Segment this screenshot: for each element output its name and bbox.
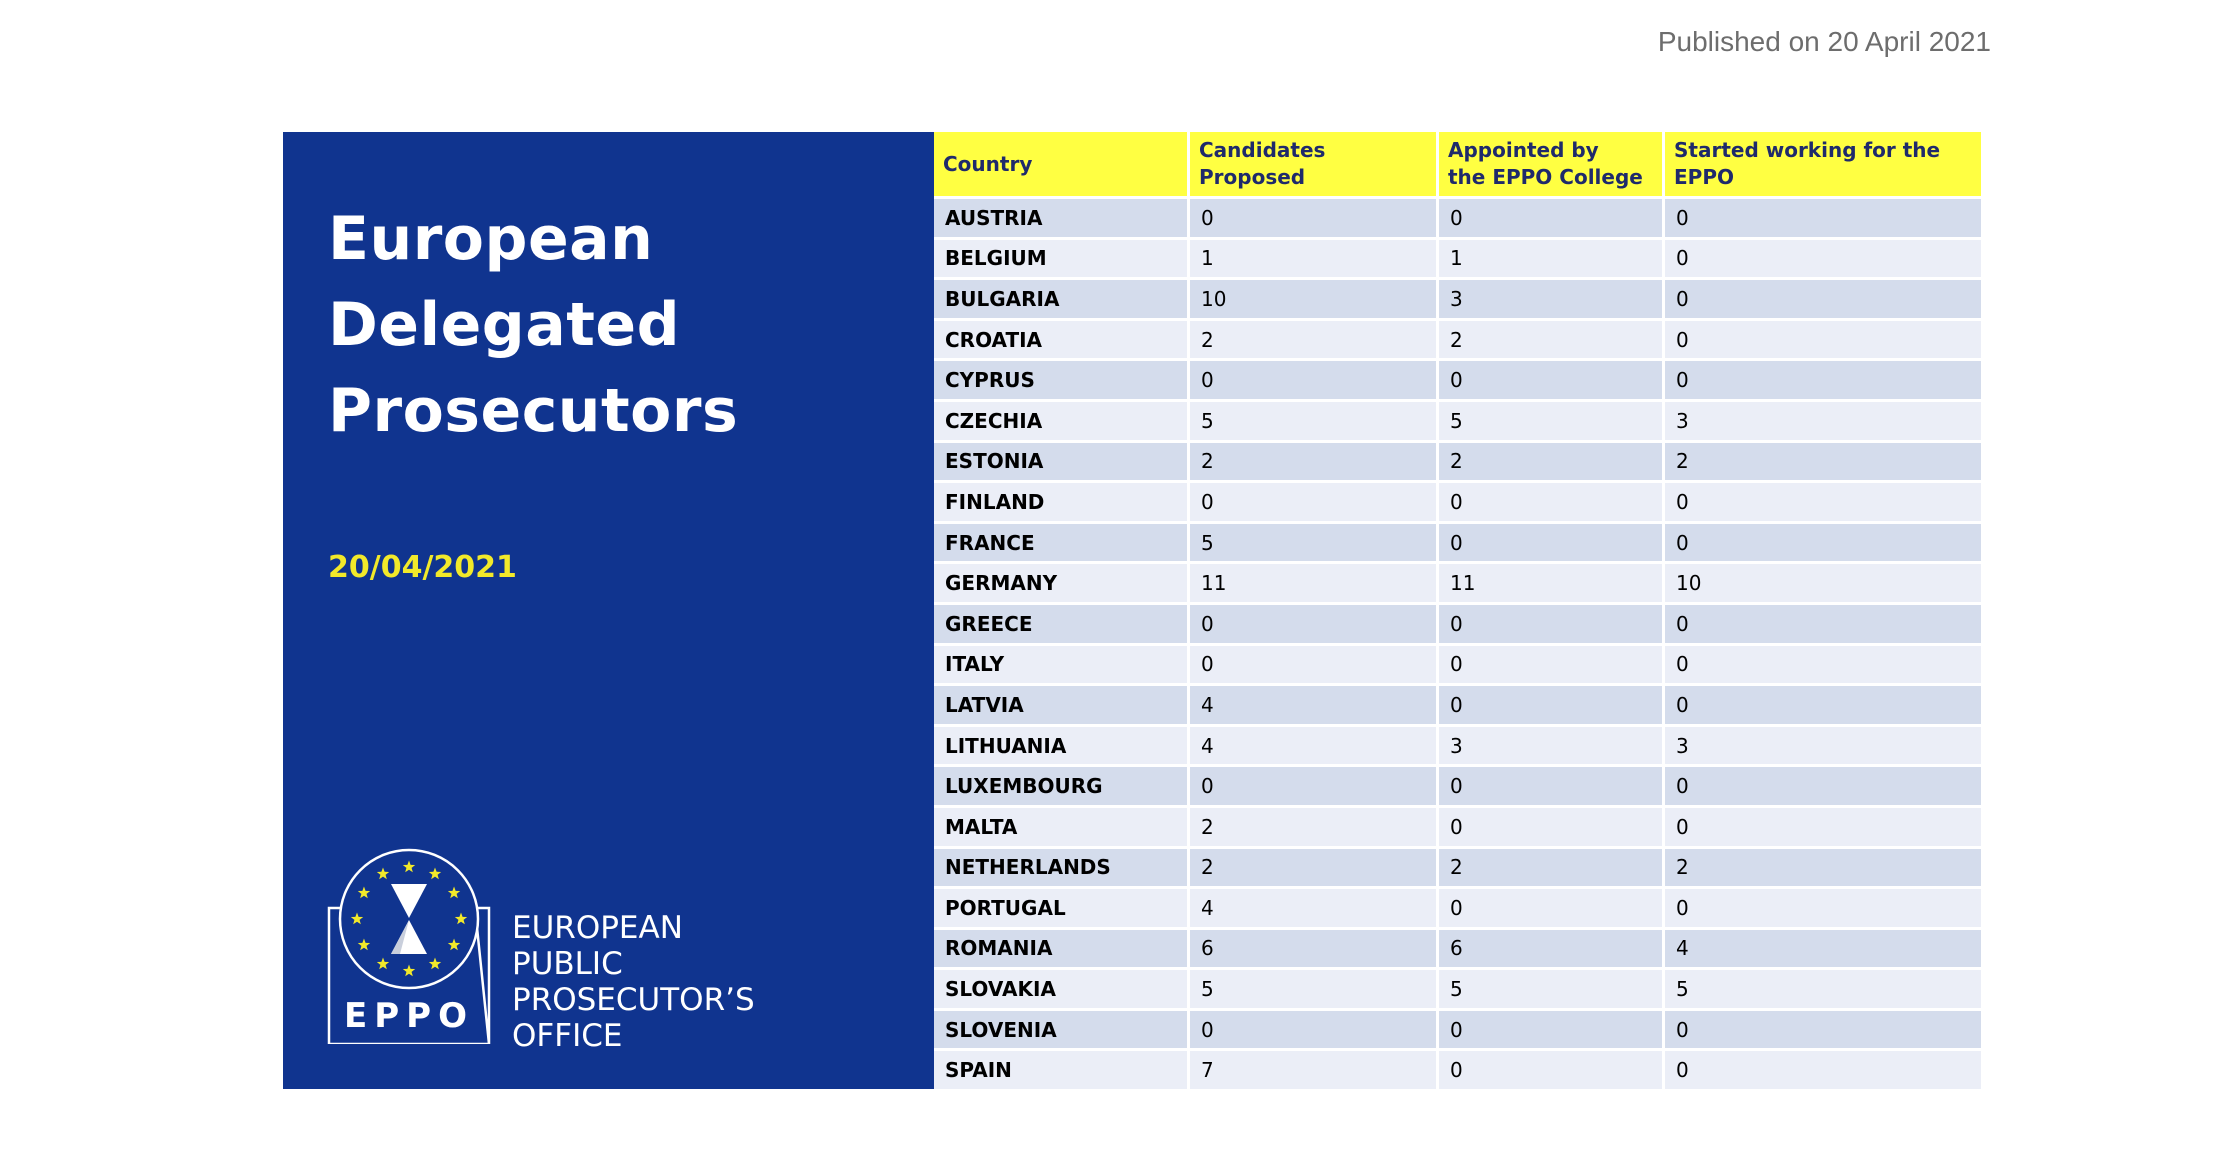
table-row: [934, 928, 1981, 969]
title-line: Delegated: [328, 290, 681, 360]
cell-candidates-proposed: 10: [1189, 279, 1438, 320]
cell-candidates-proposed: 2: [1189, 806, 1438, 847]
cell-country: CROATIA: [934, 319, 1189, 360]
cell-appointed: 1: [1438, 238, 1664, 279]
cell-started-working: 0: [1664, 806, 1982, 847]
table-row: [934, 1009, 1981, 1050]
cell-started-working: 0: [1664, 1009, 1982, 1050]
cell-started-working: 3: [1664, 400, 1982, 441]
cell-country: CZECHIA: [934, 400, 1189, 441]
cell-candidates-proposed: 0: [1189, 482, 1438, 523]
cell-appointed: 0: [1438, 888, 1664, 929]
table-row: [934, 441, 1981, 482]
table-row: [934, 360, 1981, 401]
cell-started-working: 10: [1664, 563, 1982, 604]
cell-candidates-proposed: 4: [1189, 888, 1438, 929]
cell-started-working: 0: [1664, 685, 1982, 726]
cell-candidates-proposed: 5: [1189, 400, 1438, 441]
cell-appointed: 0: [1438, 482, 1664, 523]
cell-appointed: 2: [1438, 319, 1664, 360]
cell-appointed: 0: [1438, 360, 1664, 401]
cell-started-working: 2: [1664, 847, 1982, 888]
cell-candidates-proposed: 5: [1189, 522, 1438, 563]
cell-country: SPAIN: [934, 1050, 1189, 1089]
cell-candidates-proposed: 0: [1189, 766, 1438, 807]
table-row: [934, 685, 1981, 726]
cell-country: BELGIUM: [934, 238, 1189, 279]
cell-appointed: 0: [1438, 522, 1664, 563]
cell-appointed: 0: [1438, 1050, 1664, 1089]
table-row: [934, 400, 1981, 441]
table-row: [934, 603, 1981, 644]
cell-candidates-proposed: 5: [1189, 969, 1438, 1010]
cell-started-working: 0: [1664, 360, 1982, 401]
cell-country: ITALY: [934, 644, 1189, 685]
cell-started-working: 0: [1664, 888, 1982, 929]
cell-appointed: 11: [1438, 563, 1664, 604]
cell-candidates-proposed: 11: [1189, 563, 1438, 604]
logo-organization-name: [512, 910, 755, 1054]
cell-appointed: 2: [1438, 441, 1664, 482]
table-row: [934, 766, 1981, 807]
page-title: [328, 196, 738, 454]
table-row: [934, 522, 1981, 563]
cell-country: FINLAND: [934, 482, 1189, 523]
cell-country: GREECE: [934, 603, 1189, 644]
header-label: Started working for the EPPO: [1674, 138, 1941, 189]
logo-name-line: PUBLIC: [512, 946, 623, 982]
cell-candidates-proposed: 2: [1189, 441, 1438, 482]
logo-name-line: PROSECUTOR’S: [512, 982, 755, 1018]
cell-started-working: 0: [1664, 279, 1982, 320]
table-row: [934, 563, 1981, 604]
cell-candidates-proposed: 0: [1189, 644, 1438, 685]
cell-country: SLOVAKIA: [934, 969, 1189, 1010]
cell-appointed: 0: [1438, 766, 1664, 807]
header-label: Candidates: [1199, 138, 1326, 162]
table-row: [934, 238, 1981, 279]
cell-started-working: 3: [1664, 725, 1982, 766]
table-row: [934, 482, 1981, 523]
cell-candidates-proposed: 2: [1189, 319, 1438, 360]
cell-candidates-proposed: 4: [1189, 725, 1438, 766]
cell-appointed: 5: [1438, 400, 1664, 441]
table-row: [934, 725, 1981, 766]
title-line: European: [328, 204, 654, 274]
cell-started-working: 0: [1664, 603, 1982, 644]
cell-started-working: 0: [1664, 522, 1982, 563]
cell-country: GERMANY: [934, 563, 1189, 604]
header-candidates-proposed: [1189, 132, 1438, 198]
table-row: [934, 279, 1981, 320]
header-label: Proposed: [1199, 165, 1306, 189]
cell-country: PORTUGAL: [934, 888, 1189, 929]
header-started-working: [1664, 132, 1982, 198]
cell-country: SLOVENIA: [934, 1009, 1189, 1050]
logo-name-line: OFFICE: [512, 1018, 623, 1054]
cell-appointed: 0: [1438, 644, 1664, 685]
report-date: 20/04/2021: [328, 550, 517, 585]
cell-country: LATVIA: [934, 685, 1189, 726]
cell-country: LUXEMBOURG: [934, 766, 1189, 807]
cell-appointed: 3: [1438, 725, 1664, 766]
table-row: [934, 1050, 1981, 1089]
cell-candidates-proposed: 0: [1189, 360, 1438, 401]
cell-appointed: 0: [1438, 1009, 1664, 1050]
table-body: [934, 198, 1981, 1090]
cell-country: ESTONIA: [934, 441, 1189, 482]
cell-started-working: 0: [1664, 1050, 1982, 1089]
cell-started-working: 2: [1664, 441, 1982, 482]
cell-appointed: 5: [1438, 969, 1664, 1010]
table-header-row: [934, 132, 1981, 198]
cell-appointed: 0: [1438, 198, 1664, 239]
cell-appointed: 0: [1438, 685, 1664, 726]
header-country: [934, 132, 1189, 198]
cell-country: CYPRUS: [934, 360, 1189, 401]
table-row: [934, 198, 1981, 239]
cell-started-working: 4: [1664, 928, 1982, 969]
title-panel: [283, 132, 934, 1089]
prosecutors-table: [934, 132, 1981, 1089]
cell-candidates-proposed: 4: [1189, 685, 1438, 726]
table-row: [934, 847, 1981, 888]
cell-candidates-proposed: 1: [1189, 238, 1438, 279]
table-row: [934, 969, 1981, 1010]
cell-started-working: 0: [1664, 766, 1982, 807]
cell-candidates-proposed: 0: [1189, 198, 1438, 239]
table-row: [934, 319, 1981, 360]
cell-country: FRANCE: [934, 522, 1189, 563]
cell-started-working: 5: [1664, 969, 1982, 1010]
cell-country: MALTA: [934, 806, 1189, 847]
cell-started-working: 0: [1664, 644, 1982, 685]
cell-started-working: 0: [1664, 319, 1982, 360]
cell-appointed: 0: [1438, 603, 1664, 644]
cell-appointed: 6: [1438, 928, 1664, 969]
cell-country: ROMANIA: [934, 928, 1189, 969]
cell-started-working: 0: [1664, 198, 1982, 239]
cell-country: BULGARIA: [934, 279, 1189, 320]
table-row: [934, 644, 1981, 685]
logo-abbreviation: EPPO: [344, 996, 474, 1036]
cell-country: AUSTRIA: [934, 198, 1189, 239]
header-label: Appointed by: [1448, 138, 1599, 162]
cell-candidates-proposed: 0: [1189, 1009, 1438, 1050]
logo-name-line: EUROPEAN: [512, 910, 683, 946]
cell-candidates-proposed: 0: [1189, 603, 1438, 644]
cell-appointed: 3: [1438, 279, 1664, 320]
cell-country: NETHERLANDS: [934, 847, 1189, 888]
header-label: Country: [943, 151, 1033, 176]
cell-candidates-proposed: 6: [1189, 928, 1438, 969]
cell-appointed: 2: [1438, 847, 1664, 888]
cell-appointed: 0: [1438, 806, 1664, 847]
table-row: [934, 806, 1981, 847]
cell-candidates-proposed: 7: [1189, 1050, 1438, 1089]
title-line: Prosecutors: [328, 376, 739, 446]
cell-started-working: 0: [1664, 482, 1982, 523]
cell-started-working: 0: [1664, 238, 1982, 279]
header-label: the EPPO College: [1448, 165, 1643, 189]
published-date-note: Published on 20 April 2021: [1657, 26, 1991, 57]
cell-candidates-proposed: 2: [1189, 847, 1438, 888]
table-row: [934, 888, 1981, 929]
header-appointed: [1438, 132, 1664, 198]
cell-country: LITHUANIA: [934, 725, 1189, 766]
eppo-logo: [327, 848, 757, 1054]
